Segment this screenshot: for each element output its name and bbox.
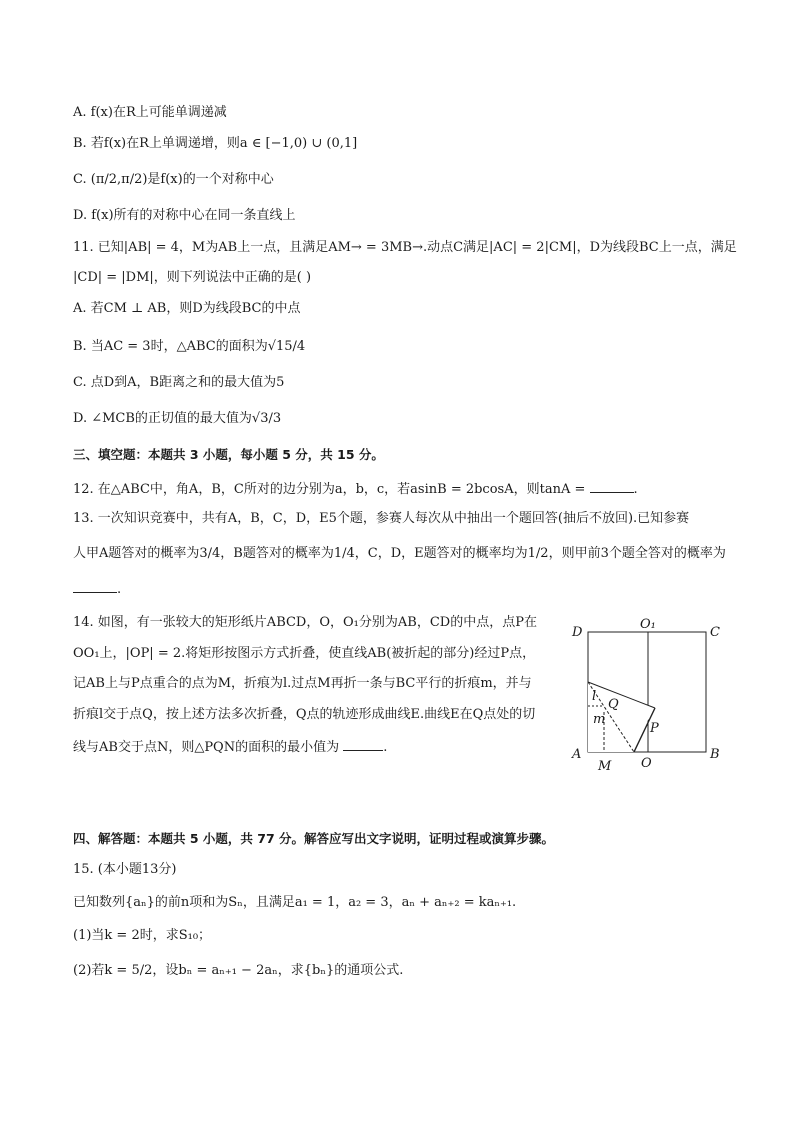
label-a: A xyxy=(572,747,582,762)
q12-line: 12. 在△ABC中，角A，B，C所对的边分别为a，b，c，若asinB = 2bcosA，则tanA = . xyxy=(73,478,638,500)
q11-option-c: C. 点D到A，B距离之和的最大值为5 xyxy=(73,375,285,390)
q11-option-d: D. ∠MCB的正切值的最大值为√3/3 xyxy=(73,411,282,426)
q11-stem-line2: |CD| = |DM|，则下列说法中正确的是( ) xyxy=(73,270,312,285)
q15-part2: (2)若k = 5/2，设bₙ = aₙ₊₁ − 2aₙ，求{bₙ}的通项公式. xyxy=(73,963,404,978)
label-c: C xyxy=(710,625,720,640)
q15-stem: 已知数列{aₙ}的前n项和为Sₙ，且满足a₁ = 1，a₂ = 3，aₙ + aₙ₊₂ = kaₙ₊₁. xyxy=(73,895,517,910)
label-q: Q xyxy=(608,697,619,712)
q13-line3: . xyxy=(73,578,121,600)
q15-part1: (1)当k = 2时，求S₁₀； xyxy=(73,928,212,943)
label-d: D xyxy=(572,625,583,640)
label-m: M xyxy=(598,759,612,774)
q13-line1: 13. 一次知识竞赛中，共有A，B，C，D，E5个题，参赛人每次从中抽出一个题回答(抽后不放回).已知参赛 xyxy=(73,511,690,526)
q13-line2: 人甲A题答对的概率为3/4，B题答对的概率为1/4，C，D，E题答对的概率均为1/2，则甲前3个题全答对的概率为 xyxy=(73,546,726,561)
q10-option-b: B. 若f(x)在R上单调递增，则a ∈ [−1,0) ∪ (0,1] xyxy=(73,136,358,151)
q10-option-c: C. (π/2,π/2)是f(x)的一个对称中心 xyxy=(73,172,274,187)
label-b: B xyxy=(710,747,720,762)
label-o: O xyxy=(641,756,652,771)
q14-line2: OO₁上，|OP| = 2.将矩形按图示方式折叠，使直线AB(被折起的部分)经过P点， xyxy=(73,646,536,661)
q14-line1: 14. 如图，有一张较大的矩形纸片ABCD，O，O₁分别为AB，CD的中点，点P在 xyxy=(73,615,537,630)
q11-stem-line1: 11. 已知|AB| = 4，M为AB上一点，且满足AM→ = 3MB→.动点C满足|AC| = 2|CM|，D为线段BC上一点，满足 xyxy=(73,240,737,255)
q14-line3: 记AB上与P点重合的点为M，折痕为l.过点M再折一条与BC平行的折痕m，并与 xyxy=(73,676,532,691)
section4-heading: 四、解答题：本题共 5 小题，共 77 分。解答应写出文字说明，证明过程或演算步骤。 xyxy=(73,831,555,846)
answer-blank-q14 xyxy=(343,736,383,751)
label-p: P xyxy=(650,721,659,736)
q11-option-b: B. 当AC = 3时，△ABC的面积为√15/4 xyxy=(73,339,306,354)
q14-text: 线与AB交于点N，则△PQN的面积的最小值为 xyxy=(73,740,340,755)
q14-line4: 折痕l交于点Q，按上述方法多次折叠，Q点的轨迹形成曲线E.曲线E在Q点处的切 xyxy=(73,707,536,722)
q14-line5: 线与AB交于点N，则△PQN的面积的最小值为 . xyxy=(73,736,387,758)
q12-text: 12. 在△ABC中，角A，B，C所对的边分别为a，b，c，若asinB = 2bcosA，则tanA = xyxy=(73,482,586,497)
label-m-crease: m xyxy=(593,712,606,727)
folding-figure xyxy=(568,616,728,776)
label-l: l xyxy=(592,689,597,704)
q11-option-a: A. 若CM ⊥ AB，则D为线段BC的中点 xyxy=(73,301,301,316)
answer-blank-q13 xyxy=(73,578,117,593)
q10-option-a: A. f(x)在R上可能单调递减 xyxy=(73,105,227,120)
answer-blank-q12 xyxy=(590,478,634,493)
section3-heading: 三、填空题：本题共 3 小题，每小题 5 分，共 15 分。 xyxy=(73,447,384,462)
q10-option-d: D. f(x)所有的对称中心在同一条直线上 xyxy=(73,208,296,223)
label-o1: O₁ xyxy=(640,617,656,632)
q15-title: 15. (本小题13分) xyxy=(73,862,177,877)
